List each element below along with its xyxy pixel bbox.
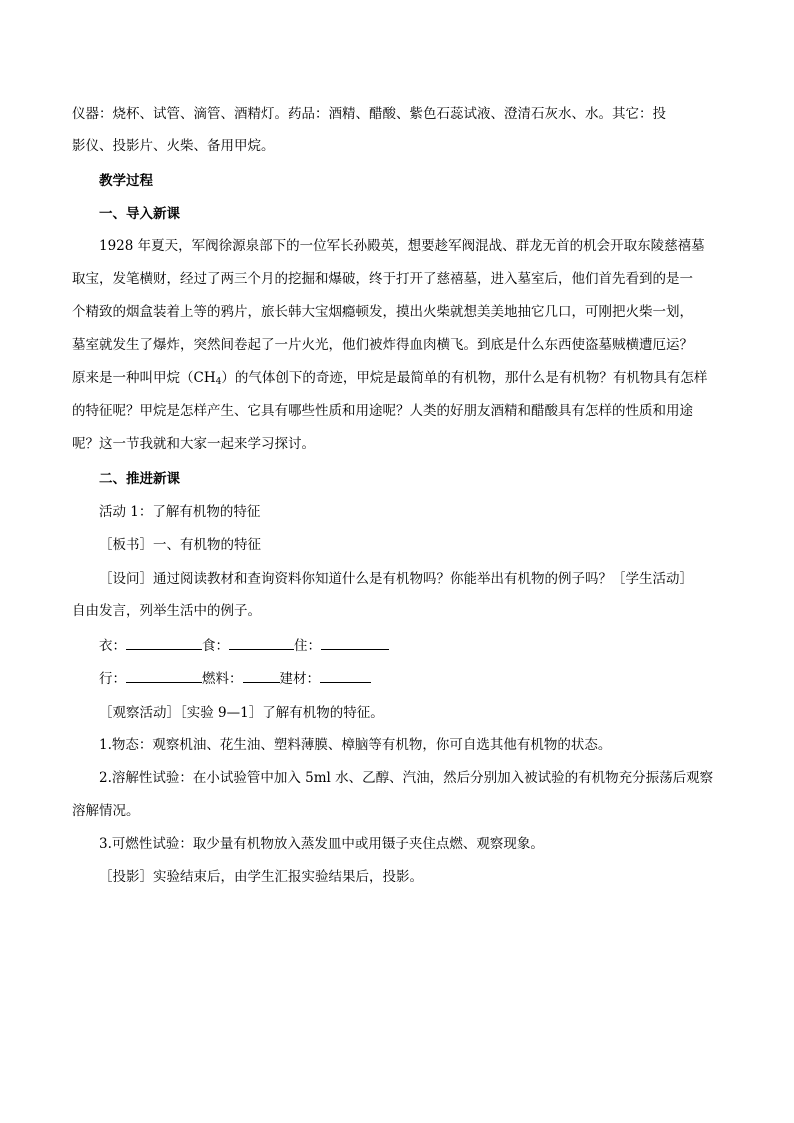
item-3: 3.可燃性试验：取少量有机物放入蒸发皿中或用镊子夹住点燃、观察现象。 [99, 836, 544, 852]
label-building: 建材： [279, 671, 320, 687]
blank-fuel[interactable] [243, 668, 280, 683]
question-line-1: ［设问］通过阅读教材和查询资料你知道什么是有机物吗？你能举出有机物的例子吗？［学生活动］ [99, 571, 693, 587]
projection-note: ［投影］实验结束后，由学生汇报实验结果后，投影。 [99, 869, 423, 885]
intro-line-3: 个精致的烟盒装着上等的鸦片，旅长韩大宝烟瘾顿发，摸出火柴就想美美地抽它几口，可刚把火柴一划， [72, 304, 693, 320]
blank-building[interactable] [320, 668, 371, 683]
label-food: 食： [202, 638, 229, 654]
materials-line-2: 影仪、投影片、火柴、备用甲烷。 [72, 138, 275, 154]
fill-row-1 [99, 635, 389, 656]
materials-line-1: 仪器：烧杯、试管、滴管、酒精灯。药品：酒精、醋酸、紫色石蕊试液、澄清石灰水、水。其它：投 [72, 106, 666, 122]
intro-line-6: 的特征呢？甲烷是怎样产生、它具有哪些性质和用途呢？人类的好朋友酒精和醋酸具有怎样的性质和用途 [72, 403, 693, 419]
methane-subscript: 4 [215, 377, 222, 387]
item-2-line-2: 溶解情况。 [72, 803, 140, 819]
process-heading: 教学过程 [99, 173, 153, 189]
label-housing: 住： [294, 638, 321, 654]
intro-line-4: 墓室就发生了爆炸，突然间卷起了一片火光，他们被炸得血肉横飞。到底是什么东西使盗墓贼横遭厄运？ [72, 337, 693, 353]
blank-travel[interactable] [126, 668, 202, 683]
label-fuel: 燃料： [202, 671, 243, 687]
blank-housing[interactable] [321, 635, 389, 650]
section1-heading: 一、导入新课 [99, 206, 180, 222]
blank-food[interactable] [229, 635, 294, 650]
intro-line-7: 呢？这一节我就和大家一起来学习探讨。 [72, 436, 315, 452]
section2-heading: 二、推进新课 [99, 471, 180, 487]
blank-clothing[interactable] [126, 635, 202, 650]
label-travel: 行： [99, 671, 126, 687]
label-clothing: 衣： [99, 638, 126, 654]
fill-row-2 [99, 668, 371, 689]
item-2-line-1: 2.溶解性试验：在小试验管中加入 5ml 水、乙醇、汽油，然后分别加入被试验的有机物充分振荡后观察 [99, 770, 714, 786]
intro-line-5 [72, 368, 707, 388]
intro-line-5-pre: 原来是一种叫甲烷（CH [72, 370, 216, 386]
activity-1: 活动 1：了解有机物的特征 [99, 504, 261, 520]
observe-activity: ［观察活动］［实验 9—1］了解有机物的特征。 [99, 705, 384, 721]
board-note: ［板书］一、有机物的特征 [99, 537, 261, 553]
intro-line-5-post: ）的气体创下的奇迹，甲烷是最简单的有机物，那什么是有机物？有机物具有怎样 [221, 370, 708, 386]
item-1: 1.物态：观察机油、花生油、塑料薄膜、樟脑等有机物，你可自选其他有机物的状态。 [99, 737, 612, 753]
question-line-2: 自由发言，列举生活中的例子。 [72, 603, 261, 619]
intro-line-2: 取宝，发笔横财，经过了两三个月的挖掘和爆破，终于打开了慈禧墓，进入墓室后，他们首先看到的是一 [72, 271, 693, 287]
intro-line-1: 1928 年夏天，军阀徐源泉部下的一位军长孙殿英，想要趁军阀混战、群龙无首的机会开取东陵慈禧墓 [99, 238, 705, 254]
